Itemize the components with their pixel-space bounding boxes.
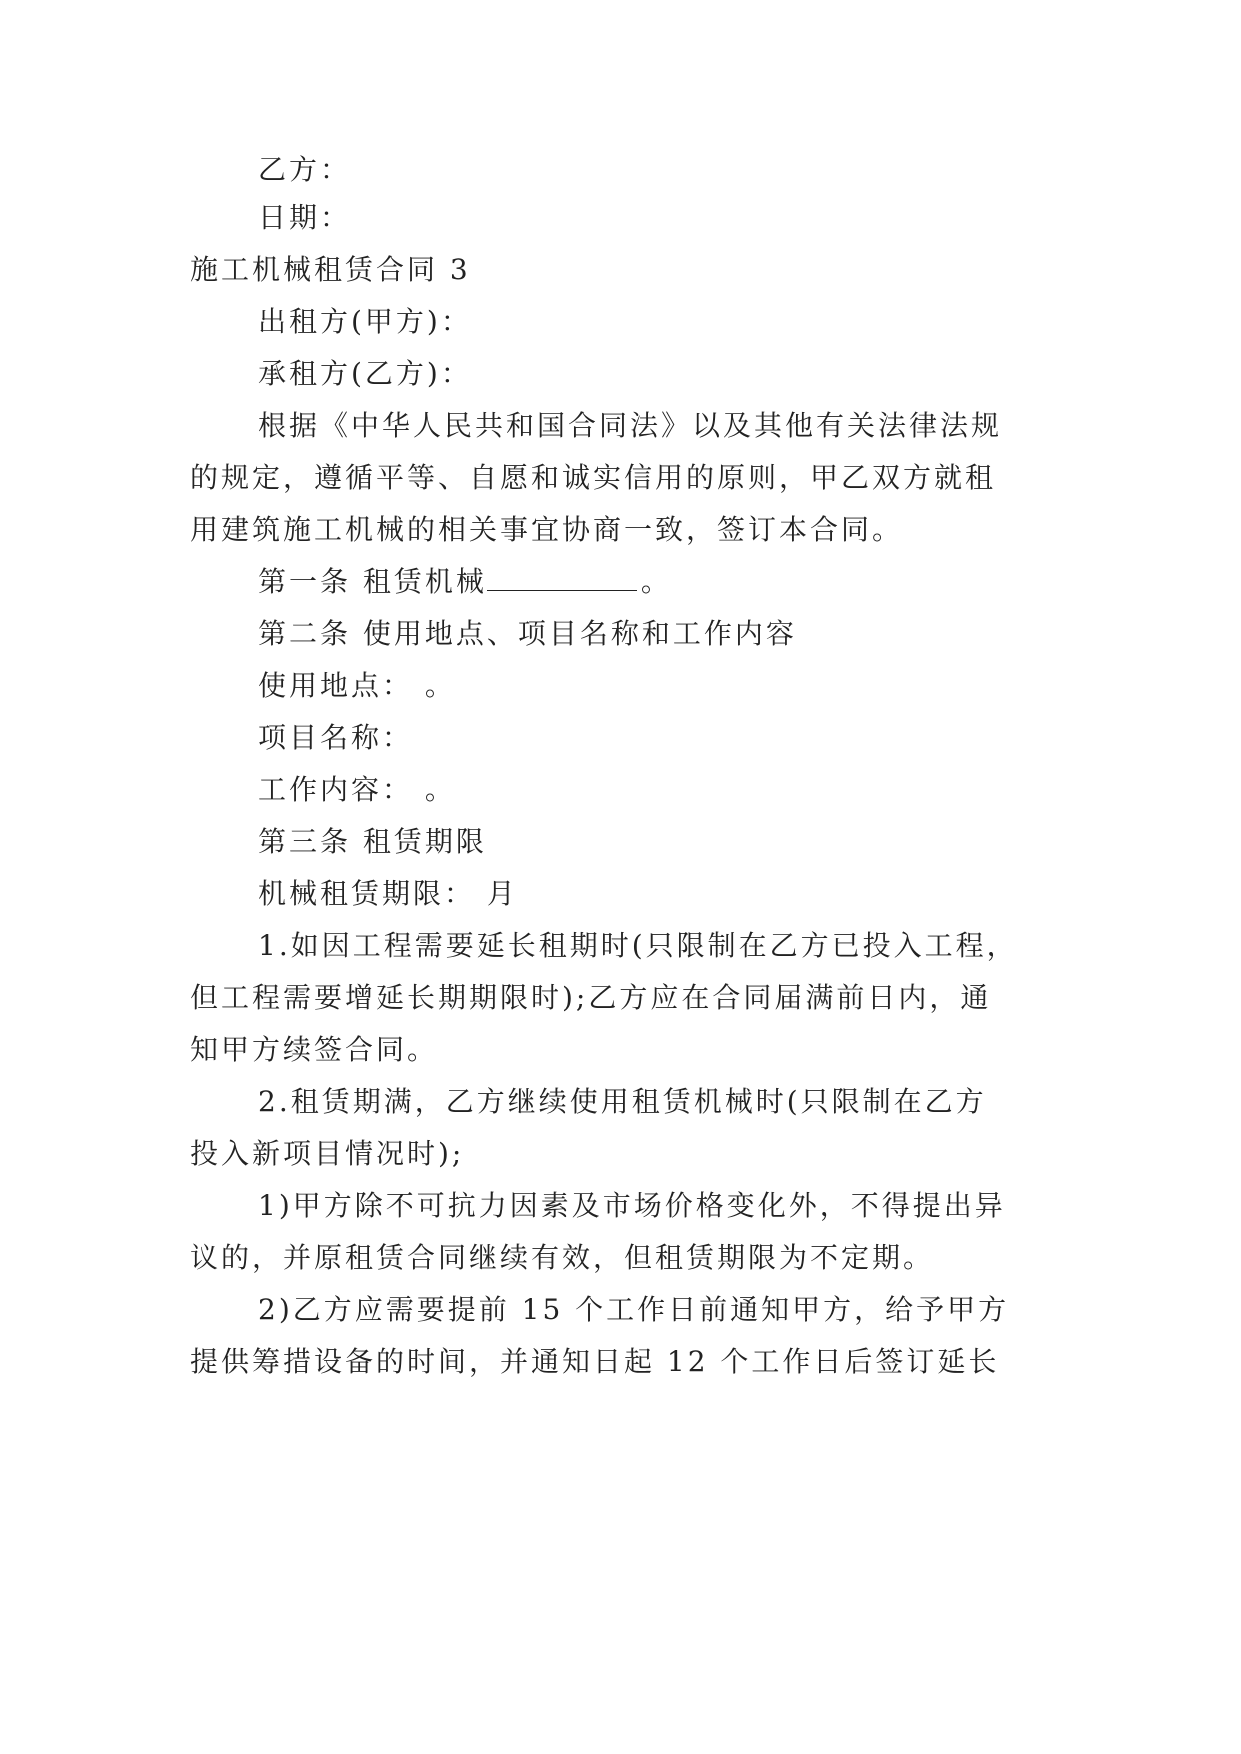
subclause-1-line-1: 1)甲方除不可抗力因素及市场价格变化外，不得提出异 — [258, 1189, 1006, 1222]
clause-1-line-2: 但工程需要增延长期期限时);乙方应在合同届满前日内，通 — [190, 981, 992, 1014]
lessee-label: 承租方(乙方)： — [258, 357, 472, 390]
contract-title: 施工机械租赁合同 3 — [190, 253, 471, 286]
article-1-period: 。 — [640, 565, 672, 598]
lessor-label: 出租方(甲方)： — [258, 305, 472, 338]
clause-2-line-1: 2.租赁期满，乙方继续使用租赁机械时(只限制在乙方 — [258, 1085, 987, 1118]
article-2-heading: 第二条 使用地点、项目名称和工作内容 — [258, 617, 797, 650]
date-label: 日期： — [258, 201, 352, 234]
preamble-line-2: 的规定，遵循平等、自愿和诚实信用的原则，甲乙双方就租 — [190, 461, 997, 494]
subclause-1-line-2: 议的，并原租赁合同继续有效，但租赁期限为不定期。 — [190, 1241, 935, 1274]
clause-1-line-1: 1.如因工程需要延长租期时(只限制在乙方已投入工程， — [258, 929, 1018, 962]
clause-2-line-2: 投入新项目情况时); — [190, 1137, 465, 1170]
machine-blank-line — [487, 562, 637, 591]
article-1-text: 第一条 租赁机械 — [258, 565, 487, 598]
preamble-line-1: 根据《中华人民共和国合同法》以及其他有关法律法规 — [258, 409, 1003, 442]
subclause-2-line-1: 2)乙方应需要提前 15 个工作日前通知甲方，给予甲方 — [258, 1293, 1010, 1326]
article-1 — [258, 562, 1138, 602]
party-b-label: 乙方： — [258, 153, 352, 186]
project-name-label: 项目名称： — [258, 721, 414, 754]
clause-1-line-3: 知甲方续签合同。 — [190, 1033, 439, 1066]
preamble-line-3: 用建筑施工机械的相关事宜协商一致，签订本合同。 — [190, 513, 904, 546]
work-content-label: 工作内容： 。 — [258, 773, 456, 806]
use-location-label: 使用地点： 。 — [258, 669, 456, 702]
lease-term-label: 机械租赁期限： 月 — [258, 877, 518, 910]
subclause-2-line-2: 提供筹措设备的时间，并通知日起 12 个工作日后签订延长 — [190, 1345, 1000, 1378]
article-3-heading: 第三条 租赁期限 — [258, 825, 487, 858]
